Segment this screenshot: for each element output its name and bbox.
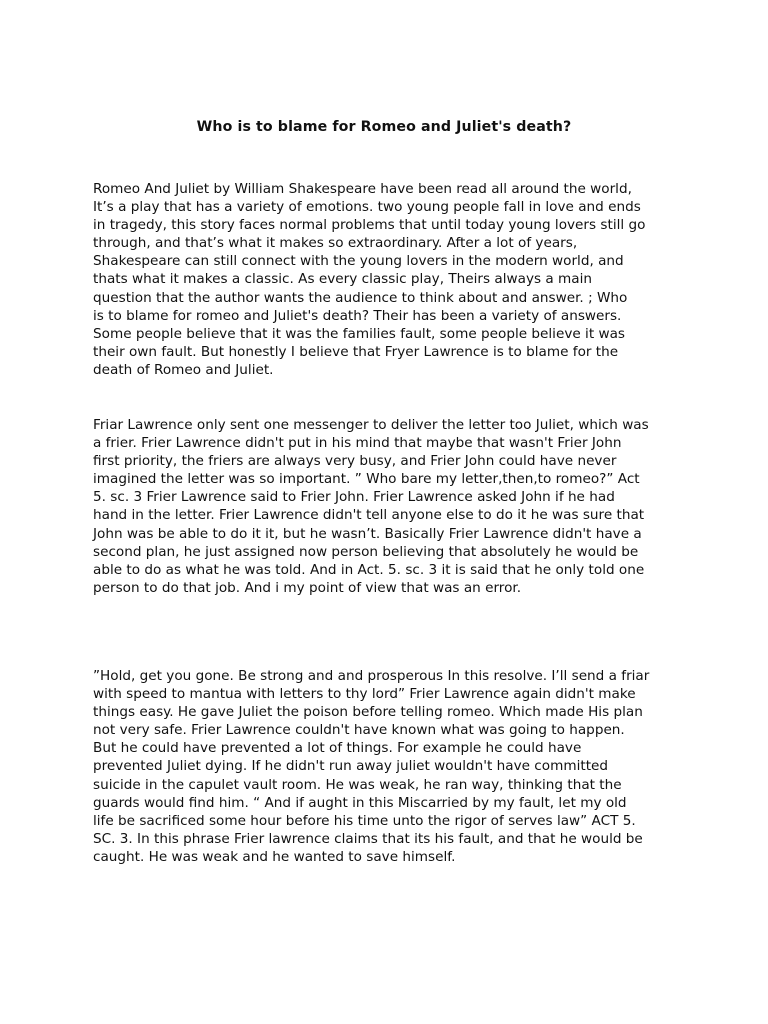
- text-line: able to do as what he was told. And in Act. 5. sc. 3 it is said that he only told one: [93, 561, 645, 578]
- text-line: Shakespeare can still connect with the young lovers in the modern world, and: [93, 253, 624, 270]
- text-line: in tragedy, this story faces normal problems that until today young lovers still go: [93, 217, 646, 234]
- text-line: a frier. Frier Lawrence didn't put in his mind that maybe that wasn't Frier John: [93, 435, 622, 452]
- text-line: Romeo And Juliet by William Shakespeare have been read all around the world,: [93, 181, 632, 197]
- text-line: guards would find him. “ And if aught in this Miscarried by my fault, let my old: [93, 794, 627, 811]
- text-line: not very safe. Frier Lawrence couldn't have known what was going to happen.: [93, 722, 625, 739]
- text-line: death of Romeo and Juliet.: [93, 361, 274, 378]
- document-title: Who is to blame for Romeo and Juliet's death?: [196, 119, 572, 135]
- text-line: things easy. He gave Juliet the poison before telling romeo. Which made His plan: [93, 704, 643, 721]
- text-line: 5. sc. 3 Frier Lawrence said to Frier John. Frier Lawrence asked John if he had: [93, 489, 615, 506]
- text-line: caught. He was weak and he wanted to save himself.: [93, 848, 456, 865]
- text-line: their own fault. But honestly I believe that Fryer Lawrence is to blame for the: [93, 343, 619, 360]
- text-line: Some people believe that it was the families fault, some people believe it was: [93, 325, 626, 342]
- text-line: thats what it makes a classic. As every classic play, Theirs always a main: [93, 271, 593, 288]
- paragraph-quote: [93, 667, 683, 866]
- text-line: Friar Lawrence only sent one messenger to deliver the letter too Juliet, which was: [93, 417, 649, 433]
- text-line: imagined the letter was so important. ” Who bare my letter,then,to romeo?” Act: [93, 471, 640, 488]
- text-line: It’s a play that has a variety of emotions. two young people fall in love and ends: [93, 199, 641, 216]
- text-line: life be sacrificed some hour before his time unto the rigor of serves law” ACT 5.: [93, 812, 636, 829]
- text-line: SC. 3. In this phrase Frier lawrence claims that its his fault, and that he would be: [93, 830, 643, 847]
- text-line: But he could have prevented a lot of things. For example he could have: [93, 740, 582, 757]
- text-line: person to do that job. And i my point of view that was an error.: [93, 579, 522, 596]
- text-line: suicide in the capulet vault room. He was weak, he ran way, thinking that the: [93, 776, 622, 793]
- paragraph-messenger: [93, 416, 683, 597]
- text-line: prevented Juliet dying. If he didn't run away juliet wouldn't have committed: [93, 758, 609, 775]
- text-line: question that the author wants the audience to think about and answer. ; Who: [93, 289, 628, 306]
- text-line: hand in the letter. Frier Lawrence didn't tell anyone else to do it he was sure that: [93, 507, 645, 524]
- text-line: with speed to mantua with letters to thy lord” Frier Lawrence again didn't make: [93, 686, 636, 703]
- text-line: first priority, the friers are always very busy, and Frier John could have never: [93, 453, 617, 470]
- paragraph-intro: [93, 180, 683, 379]
- text-line: second plan, he just assigned now person believing that absolutely he would be: [93, 543, 639, 560]
- text-line: ”Hold, get you gone. Be strong and and prosperous In this resolve. I’ll send a friar: [93, 668, 650, 684]
- text-line: is to blame for romeo and Juliet's death? Their has been a variety of answers.: [93, 307, 622, 324]
- text-line: through, and that’s what it makes so extraordinary. After a lot of years,: [93, 235, 578, 252]
- text-line: John was be able to do it it, but he wasn’t. Basically Frier Lawrence didn't have a: [93, 525, 642, 542]
